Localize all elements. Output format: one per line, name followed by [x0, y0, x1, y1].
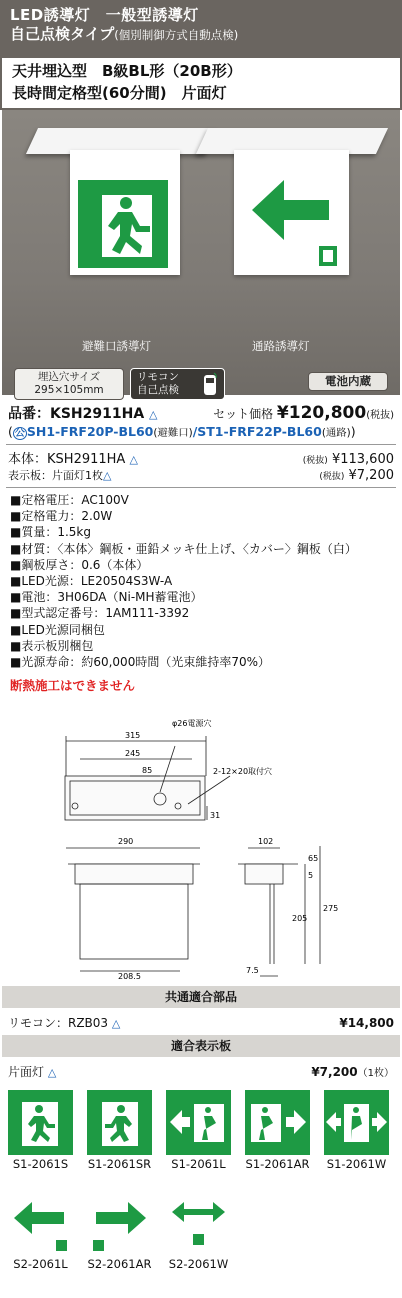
- panel-label: [8, 467, 111, 483]
- battery-chip: 電池内蔵: [308, 372, 388, 391]
- spec-item: ■LED光源：LE20504S3W-A: [10, 574, 173, 589]
- header-line2-main: 自己点検タイプ: [10, 25, 115, 43]
- panels-tri: △: [47, 1066, 57, 1080]
- display-panel-pictogram-icon: [324, 1090, 389, 1155]
- display-panel-code: S1-2061AR: [245, 1157, 310, 1172]
- display-panel-card: [324, 1090, 389, 1171]
- product-code-value: KSH2911HA: [50, 406, 145, 422]
- panel-price-value: ¥7,200: [348, 468, 394, 483]
- panels-qty: （1枚）: [357, 1068, 394, 1080]
- spec-item: ■鋼板厚さ：0.6（本体）: [10, 557, 149, 572]
- panel-gallery: [0, 1080, 402, 1280]
- set-price-value: ¥120,800: [276, 403, 367, 423]
- spec-item: ■光源寿命：約60,000時間（光束維持率70%）: [10, 655, 270, 670]
- spec-item: ■型式認定番号：1AM111-3392: [10, 606, 190, 621]
- set-model-b-note: (通路): [321, 427, 351, 439]
- display-panel-pictogram-icon: [166, 1090, 231, 1155]
- hole-size-label: 埋込穴サイズ: [37, 371, 101, 383]
- set-model-a: SH1-FRF20P-BL60: [26, 424, 154, 439]
- caption-exit: 避難口誘導灯: [82, 339, 151, 353]
- remote-control-icon: [202, 371, 218, 397]
- caption-passage: 通路誘導灯: [252, 339, 310, 353]
- exit-sign-right: [234, 150, 349, 275]
- set-models: [0, 423, 402, 440]
- spec-item: ■材質：〈本体〉鋼板・亜鉛メッキ仕上げ、〈カバー〉鋼板（白）: [10, 541, 357, 556]
- set-close-paren: ): [350, 424, 356, 439]
- spec-item: ■表示板別梱包: [10, 638, 94, 653]
- panel-label-text: 表示板：片面灯1枚: [8, 469, 103, 482]
- spec-item: ■LED光源同梱包: [10, 622, 105, 637]
- subheader-line2: 長時間定格型(60分間) 片面灯: [12, 84, 227, 102]
- panels-price-value: ¥7,200: [311, 1065, 358, 1080]
- set-price-label: セット価格: [213, 407, 274, 421]
- body-row: [0, 445, 402, 467]
- dim-hole: φ26電源穴: [172, 719, 212, 729]
- display-panel-pictogram-icon: [8, 1190, 73, 1255]
- top-view: [65, 736, 230, 820]
- display-panel-card: [87, 1090, 152, 1171]
- display-panel-pictogram-icon: [8, 1090, 73, 1155]
- dim-85: 85: [142, 766, 153, 776]
- display-panel-card: [87, 1190, 152, 1271]
- display-panel-pictogram-icon: [87, 1090, 152, 1155]
- remote-label-1: リモコン: [137, 371, 179, 383]
- display-panel-card: [245, 1090, 310, 1171]
- display-panel-card: [8, 1190, 73, 1271]
- remote-label-2: 自己点検: [137, 384, 179, 396]
- dim-275: 275: [323, 904, 339, 914]
- display-panel-code: S1-2061L: [171, 1157, 226, 1172]
- remote-chip: [130, 368, 225, 400]
- dim-65: 65: [308, 854, 319, 864]
- body-label: 本体：: [8, 452, 48, 467]
- dim-mount: 2-12×20取付穴: [213, 767, 273, 777]
- body-code: [8, 448, 138, 467]
- display-panel-code: S1-2061W: [326, 1157, 387, 1172]
- panels-label-text: 片面灯: [8, 1065, 45, 1080]
- dim-315: 315: [125, 731, 141, 741]
- header-line2-note: (個別制御方式自動点検): [114, 28, 239, 42]
- exit-pictogram-icon: [70, 150, 180, 275]
- panels-price: [311, 1064, 394, 1079]
- set-open-paren: (: [8, 424, 13, 439]
- remote-row: [0, 1008, 402, 1035]
- display-panel-card: [8, 1090, 73, 1171]
- remote-price: ¥14,800: [339, 1016, 394, 1031]
- display-panel-code: S1-2061S: [12, 1157, 69, 1172]
- dim-102: 102: [258, 837, 274, 847]
- common-parts-band: 共通適合部品: [2, 986, 400, 1008]
- subheader: [0, 58, 402, 110]
- hole-size-chip: [14, 368, 124, 400]
- dimension-drawing: [0, 696, 402, 986]
- side-view: [238, 846, 320, 976]
- display-panel-pictogram-icon: [245, 1090, 310, 1155]
- remote-label: [8, 1014, 120, 1031]
- front-view: [66, 848, 200, 971]
- public-mark-icon: 公: [14, 428, 25, 439]
- display-panel-code: S1-2061SR: [87, 1157, 152, 1172]
- display-panel-code: S2-2061L: [13, 1257, 68, 1272]
- product-row: [0, 403, 402, 423]
- spec-item: ■定格電力：2.0W: [10, 509, 113, 524]
- body-price-value: ¥113,600: [331, 452, 394, 467]
- panels-row: [0, 1057, 402, 1080]
- set-model-b: ST1-FRF22P-BL60: [197, 424, 322, 439]
- panel-tax: (税抜): [319, 472, 345, 482]
- dim-205: 205: [292, 914, 308, 924]
- insulation-warning: 断熱施工はできません: [10, 678, 136, 694]
- product-code: [8, 403, 158, 423]
- set-model-a-note: (避難口): [153, 427, 193, 439]
- header: [0, 0, 402, 58]
- product-code-tri: △: [149, 408, 158, 421]
- spec-item: ■定格電圧：AC100V: [10, 493, 129, 507]
- set-slash: /: [192, 424, 198, 439]
- exit-sign-left: [70, 150, 180, 275]
- display-panel-card: [166, 1090, 231, 1171]
- body-code-value: KSH2911HA: [47, 452, 126, 467]
- header-line1: LED誘導灯 一般型誘導灯: [10, 6, 199, 24]
- panel-price: [319, 468, 394, 483]
- dim-290: 290: [118, 837, 134, 847]
- product-code-label: 品番：: [8, 406, 50, 422]
- set-price: [213, 403, 394, 423]
- spec-item: ■電池：3H06DA（Ni-MH蓄電池）: [10, 590, 203, 605]
- display-panel-code: S2-2061AR: [87, 1257, 152, 1272]
- hole-size-value: 295×105mm: [34, 384, 104, 396]
- dim-5: 5: [308, 871, 314, 881]
- display-panel-pictogram-icon: [87, 1190, 152, 1255]
- panels-label: [8, 1063, 56, 1080]
- arrow-left-pictogram-icon: [234, 150, 349, 275]
- remote-label-text: リモコン：RZB03: [8, 1016, 109, 1031]
- header-line2: [10, 24, 394, 45]
- display-panel-pictogram-icon: [166, 1190, 231, 1255]
- dim-75: 7.5: [246, 966, 259, 976]
- panel-row: [0, 467, 402, 483]
- display-panel-code: S2-2061W: [168, 1257, 229, 1272]
- body-tri: △: [129, 453, 138, 466]
- spec-item: ■質量：1.5kg: [10, 525, 91, 540]
- product-photo: [2, 110, 400, 395]
- dim-208: 208.5: [118, 972, 141, 982]
- display-panel-card: [166, 1190, 231, 1271]
- remote-tri: △: [111, 1017, 121, 1031]
- set-price-tax: (税抜): [366, 410, 394, 421]
- spec-list: [0, 488, 402, 674]
- display-panels-band: 適合表示板: [2, 1035, 400, 1057]
- body-tax: (税抜): [302, 456, 328, 466]
- dim-31: 31: [210, 811, 221, 821]
- subheader-line1: 天井埋込型 B級BL形（20B形）: [12, 62, 242, 80]
- panel-tri: △: [103, 469, 112, 482]
- body-price: [303, 452, 394, 467]
- dim-245: 245: [125, 749, 141, 759]
